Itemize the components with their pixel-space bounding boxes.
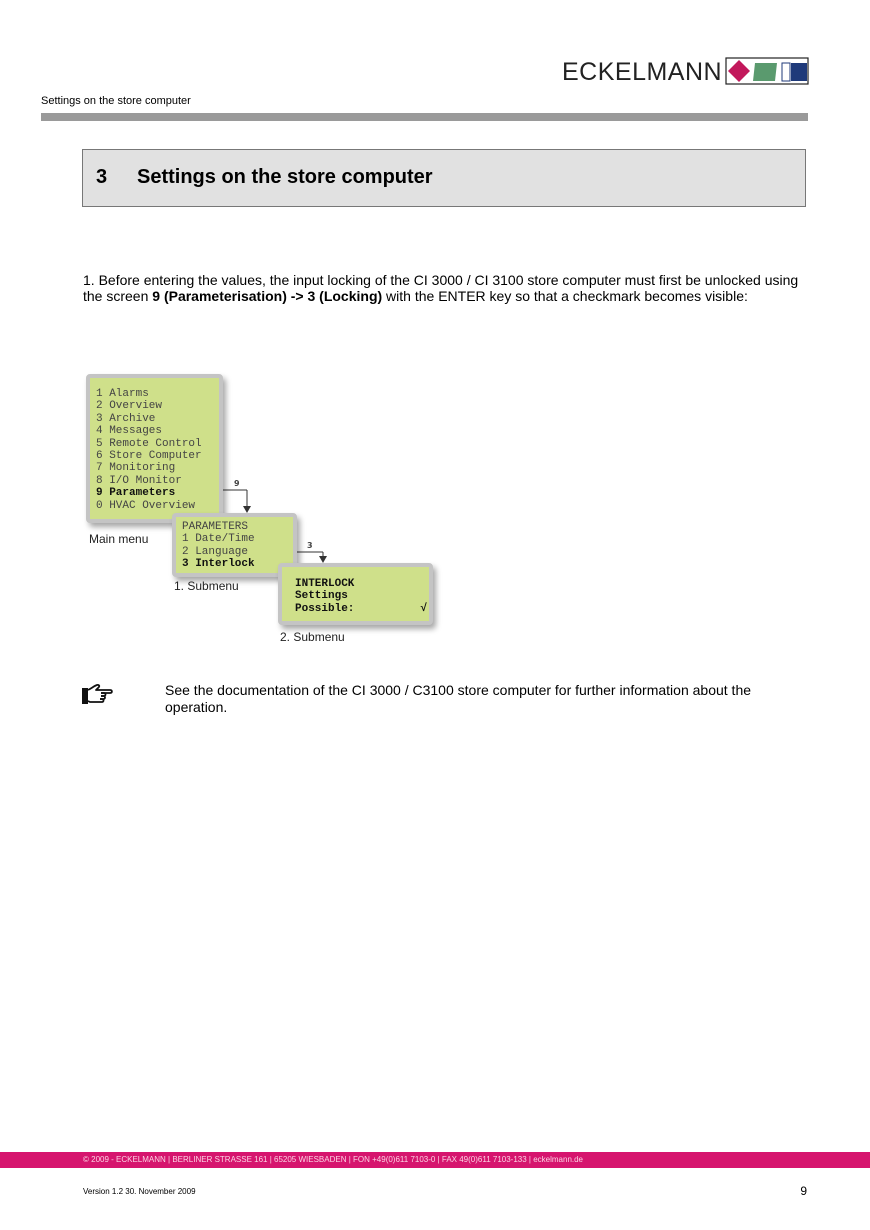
submenu2-caption: 2. Submenu xyxy=(280,630,345,644)
page-number: 9 xyxy=(800,1184,807,1198)
submenu1-item-selected: 3 Interlock xyxy=(182,558,255,571)
chapter-number: 3 xyxy=(96,166,108,188)
main-menu-item: 6 Store Computer xyxy=(96,450,202,463)
footer-version: Version 1.2 30. November 2009 xyxy=(83,1187,196,1196)
main-menu-item: 0 HVAC Overview xyxy=(96,499,196,512)
submenu1-caption: 1. Submenu xyxy=(174,579,239,593)
main-menu-caption: Main menu xyxy=(89,532,149,546)
main-menu-item: 4 Messages xyxy=(96,425,163,438)
lcd-submenu-2 xyxy=(278,563,433,625)
arrow-sub1-to-sub2 xyxy=(297,552,327,563)
main-menu-item: 7 Monitoring xyxy=(96,462,176,475)
eckelmann-logo-icon xyxy=(725,57,809,85)
arrow2-label: 3 xyxy=(307,541,313,550)
submenu1-item: 2 Language xyxy=(182,545,249,558)
main-menu-item: 3 Archive xyxy=(96,412,156,425)
main-menu-item: 5 Remote Control xyxy=(96,437,202,450)
arrow1-label: 9 xyxy=(234,479,240,488)
footer-contact-bar: © 2009 - ECKELMANN | BERLINER STRASSE 161 | 65205 WIESBADEN | FON +49(0)611 7103-0 | FAX 49(0)611 7103-133 | eckelmann.de xyxy=(0,1152,870,1168)
running-header: Settings on the store computer xyxy=(41,95,191,107)
main-menu-item: 8 I/O Monitor xyxy=(96,474,182,487)
submenu2-title: INTERLOCK xyxy=(295,578,355,590)
paragraph-text-2: with the ENTER key so that a checkmark becomes visible: xyxy=(382,288,748,304)
submenu1-item: 1 Date/Time xyxy=(182,533,255,546)
submenu2-line: Settings xyxy=(295,590,348,603)
main-menu-item-selected: 9 Parameters xyxy=(96,487,176,500)
header-divider xyxy=(41,113,808,121)
paragraph-bold-path: 9 (Parameterisation) -> 3 (Locking) xyxy=(152,288,383,304)
instruction-paragraph xyxy=(83,272,805,304)
main-menu-item: 2 Overview xyxy=(96,400,163,413)
pointing-hand-icon xyxy=(80,682,114,708)
lcd-main-menu xyxy=(86,374,223,523)
chapter-title: Settings on the store computer xyxy=(137,166,433,188)
arrow-main-to-sub1 xyxy=(223,490,251,513)
submenu2-possible-line: Possible: √ xyxy=(295,602,428,615)
note-text: See the documentation of the CI 3000 / C3100 store computer for further information about the operation. xyxy=(165,682,752,715)
submenu1-title: PARAMETERS xyxy=(182,521,249,533)
main-menu-item: 1 Alarms xyxy=(96,388,149,400)
paragraph-text-1: 1. Before entering the values, the input locking of the CI 3000 / CI 3100 store computer must first be unlocked using the screen xyxy=(83,272,799,304)
logo-text: ECKELMANN xyxy=(562,58,723,86)
